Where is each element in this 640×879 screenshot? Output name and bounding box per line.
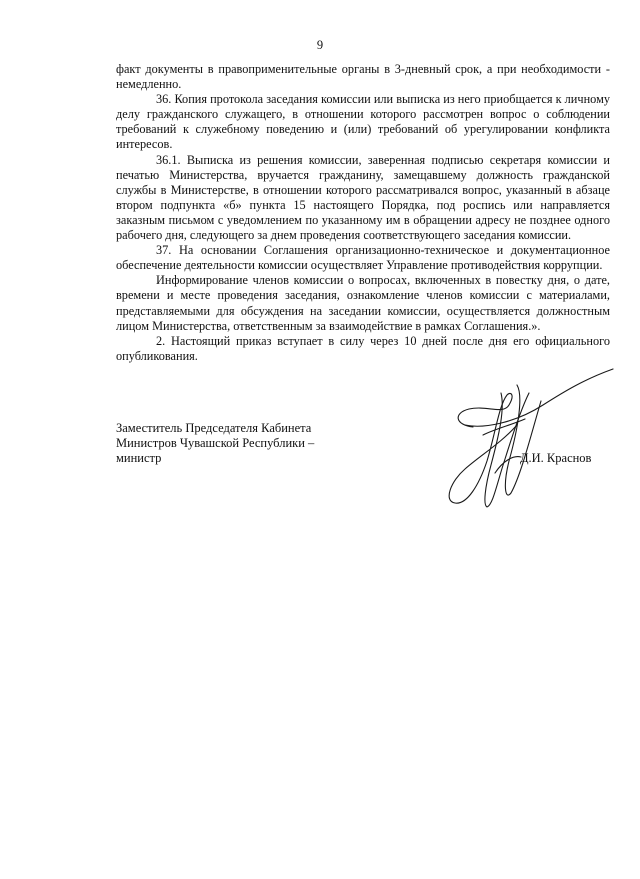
handwritten-signature [425, 365, 620, 515]
paragraph-informing: Информирование членов комиссии о вопросах, включенных в повестку дня, о дате, времени и месте проведения заседания, ознакомление членов комиссии с материалами, представляемыми для обсуждения на заседании комиссии, осуществляется должностным лицом Министерства, ответственным за взаимодействие в рамках Соглашения.». [116, 273, 610, 333]
paragraph-37: 37. На основании Соглашения организационно-техническое и документационное обеспечение деятельности комиссии осуществляет Управление противодействия коррупции. [116, 243, 610, 273]
signatory-title [116, 421, 314, 467]
paragraph-36: 36. Копия протокола заседания комиссии или выписка из него приобщается к личному делу гражданского служащего, в отношении которого рассмотрен вопрос о соблюдении требований к служебному поведению и (или) требований об урегулировании конфликта интересов. [116, 92, 610, 152]
page-number: 9 [316, 38, 324, 52]
paragraph-continuation: факт документы в правоприменительные органы в 3-дневный срок, а при необходимости - немедленно. [116, 62, 610, 92]
signatory-title-line: Министров Чувашской Республики – [116, 436, 315, 451]
signatory-title-line: Заместитель Председателя Кабинета [116, 421, 312, 435]
document-body [116, 62, 610, 364]
signatory-title-line: министр [116, 451, 162, 466]
paragraph-effective-date: 2. Настоящий приказ вступает в силу через 10 дней после дня его официального опубликования. [116, 333, 610, 363]
signer-name: Д.И. Краснов [520, 451, 592, 465]
paragraph-36-1: 36.1. Выписка из решения комиссии, заверенная подписью секретаря комиссии и печатью Министерства, вручается гражданину, замещавшему должность гражданской службы в Министерстве, в отношении которого рассматривался вопрос, указанный в абзаце втором подпункта «б» пункта 15 настоящего Порядка, под роспись или направляется заказным письмом с уведомлением по указанному им в обращении адресу не позднее одного рабочего дня, следующего за днем проведения соответствующего заседания комиссии. [116, 152, 610, 243]
